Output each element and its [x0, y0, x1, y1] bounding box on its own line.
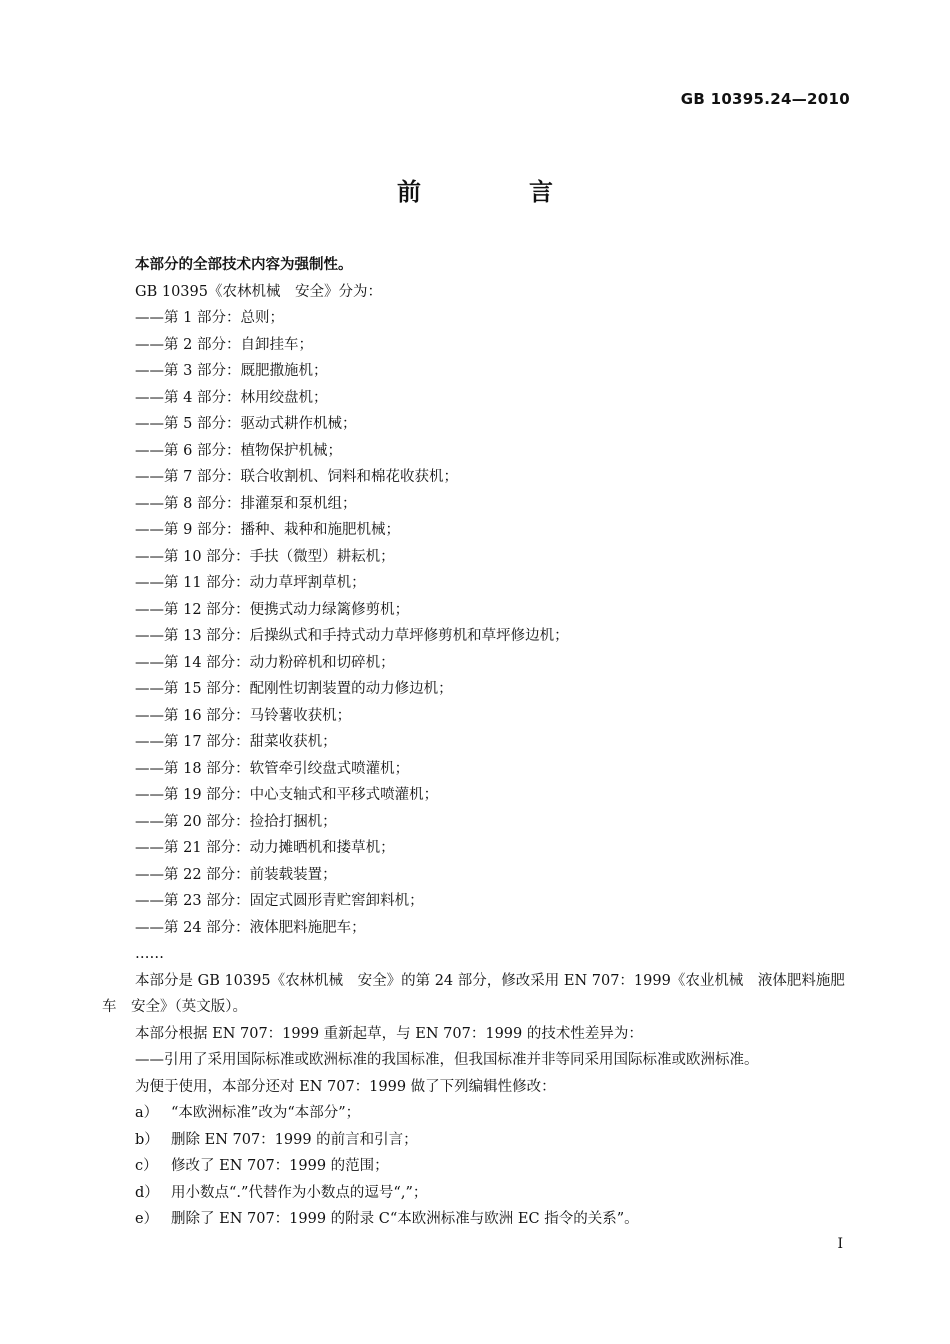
item-text: 删除 EN 707：1999 的前言和引言； [171, 1131, 418, 1148]
list-item: ——第 13 部分：后操纵式和手持式动力草坪修剪机和草坪修边机； [135, 628, 569, 644]
list-item [102, 1127, 850, 1154]
list-item: ——第 14 部分：动力粉碎机和切碎机； [135, 654, 395, 671]
list-item: ——第 23 部分：固定式圆形青贮窖卸料机； [135, 893, 424, 909]
standard-code: GB 10395.24—2010 [680, 90, 850, 108]
item-label: d） [135, 1184, 159, 1201]
item-label: b） [135, 1131, 159, 1148]
item-text: “本欧洲标准”改为“本部分”； [171, 1105, 361, 1121]
list-item: ——第 15 部分：配刚性切割装置的动力修边机； [135, 681, 453, 697]
list-item: ——第 8 部分：排灌泵和泵机组； [135, 495, 357, 512]
list-item: ——第 17 部分：甜菜收获机； [135, 734, 337, 750]
list-item: ——第 11 部分：动力草坪割草机； [135, 575, 366, 591]
list-ellipsis: …… [135, 946, 164, 962]
list-item: ——第 9 部分：播种、栽种和施肥机械； [135, 522, 400, 538]
list-item [102, 1153, 850, 1180]
list-item: ——第 5 部分：驱动式耕作机械； [135, 416, 357, 432]
list-item: ——第 10 部分：手扶（微型）耕耘机； [135, 548, 395, 565]
standard-division-intro: GB 10395《农林机械 安全》分为： [135, 283, 382, 300]
list-item: ——第 16 部分：马铃薯收获机； [135, 707, 352, 724]
page-number: I [837, 1236, 843, 1252]
list-item: ——第 2 部分：自卸挂车； [135, 336, 313, 353]
list-item: ——第 21 部分：动力摊晒机和搂草机； [135, 840, 395, 856]
paragraph-redrafted: 本部分根据 EN 707：1999 重新起草，与 EN 707：1999 的技术性差异为： [135, 1025, 643, 1042]
list-item: ——第 6 部分：植物保护机械； [135, 442, 342, 459]
list-item: ——第 12 部分：便携式动力绿篱修剪机； [135, 601, 410, 618]
editorial-changes-list [102, 1100, 850, 1233]
list-item: ——第 1 部分：总则； [135, 310, 284, 326]
list-item: ——第 18 部分：软管牵引绞盘式喷灌机； [135, 760, 410, 777]
list-item: ——第 19 部分：中心支轴式和平移式喷灌机； [135, 787, 439, 803]
list-item: ——第 7 部分：联合收割机、饲料和棉花收获机； [135, 469, 458, 485]
list-item [102, 1180, 850, 1207]
item-label: e） [135, 1211, 159, 1227]
list-item [102, 1206, 850, 1233]
paragraph-editorial-intro: 为便于使用，本部分还对 EN 707：1999 做了下列编辑性修改： [135, 1078, 556, 1095]
list-item: ——第 24 部分：液体肥料施肥车； [135, 919, 366, 936]
item-text: 删除了 EN 707：1999 的附录 C“本欧洲标准与欧洲 EC 指令的关系”。 [171, 1211, 639, 1227]
list-item [102, 1100, 850, 1127]
page-title: 前 言 [397, 178, 595, 206]
item-label: c） [135, 1158, 158, 1174]
paragraph-technical-difference: ——引用了采用国际标准或欧洲标准的我国标准，但我国标准并非等同采用国际标准或欧洲标准。 [135, 1052, 759, 1068]
mandatory-statement: 本部分的全部技术内容为强制性。 [135, 257, 353, 273]
list-item: ——第 20 部分：捡拾打捆机； [135, 813, 337, 830]
item-text: 修改了 EN 707：1999 的范围； [171, 1158, 389, 1174]
paragraph-adoption: 本部分是 GB 10395《农林机械 安全》的第 24 部分，修改采用 EN 707：1999《农业机械 液体肥料施肥车 安全》（英文版）。 [102, 972, 845, 1015]
list-item: ——第 3 部分：厩肥撒施机； [135, 363, 328, 379]
item-label: a） [135, 1105, 159, 1121]
list-item: ——第 22 部分：前装载装置； [135, 866, 337, 883]
list-item: ——第 4 部分：林用绞盘机； [135, 389, 328, 406]
item-text: 用小数点“.”代替作为小数点的逗号“,”； [171, 1184, 428, 1201]
parts-list [102, 305, 850, 941]
document-body [102, 252, 850, 1233]
